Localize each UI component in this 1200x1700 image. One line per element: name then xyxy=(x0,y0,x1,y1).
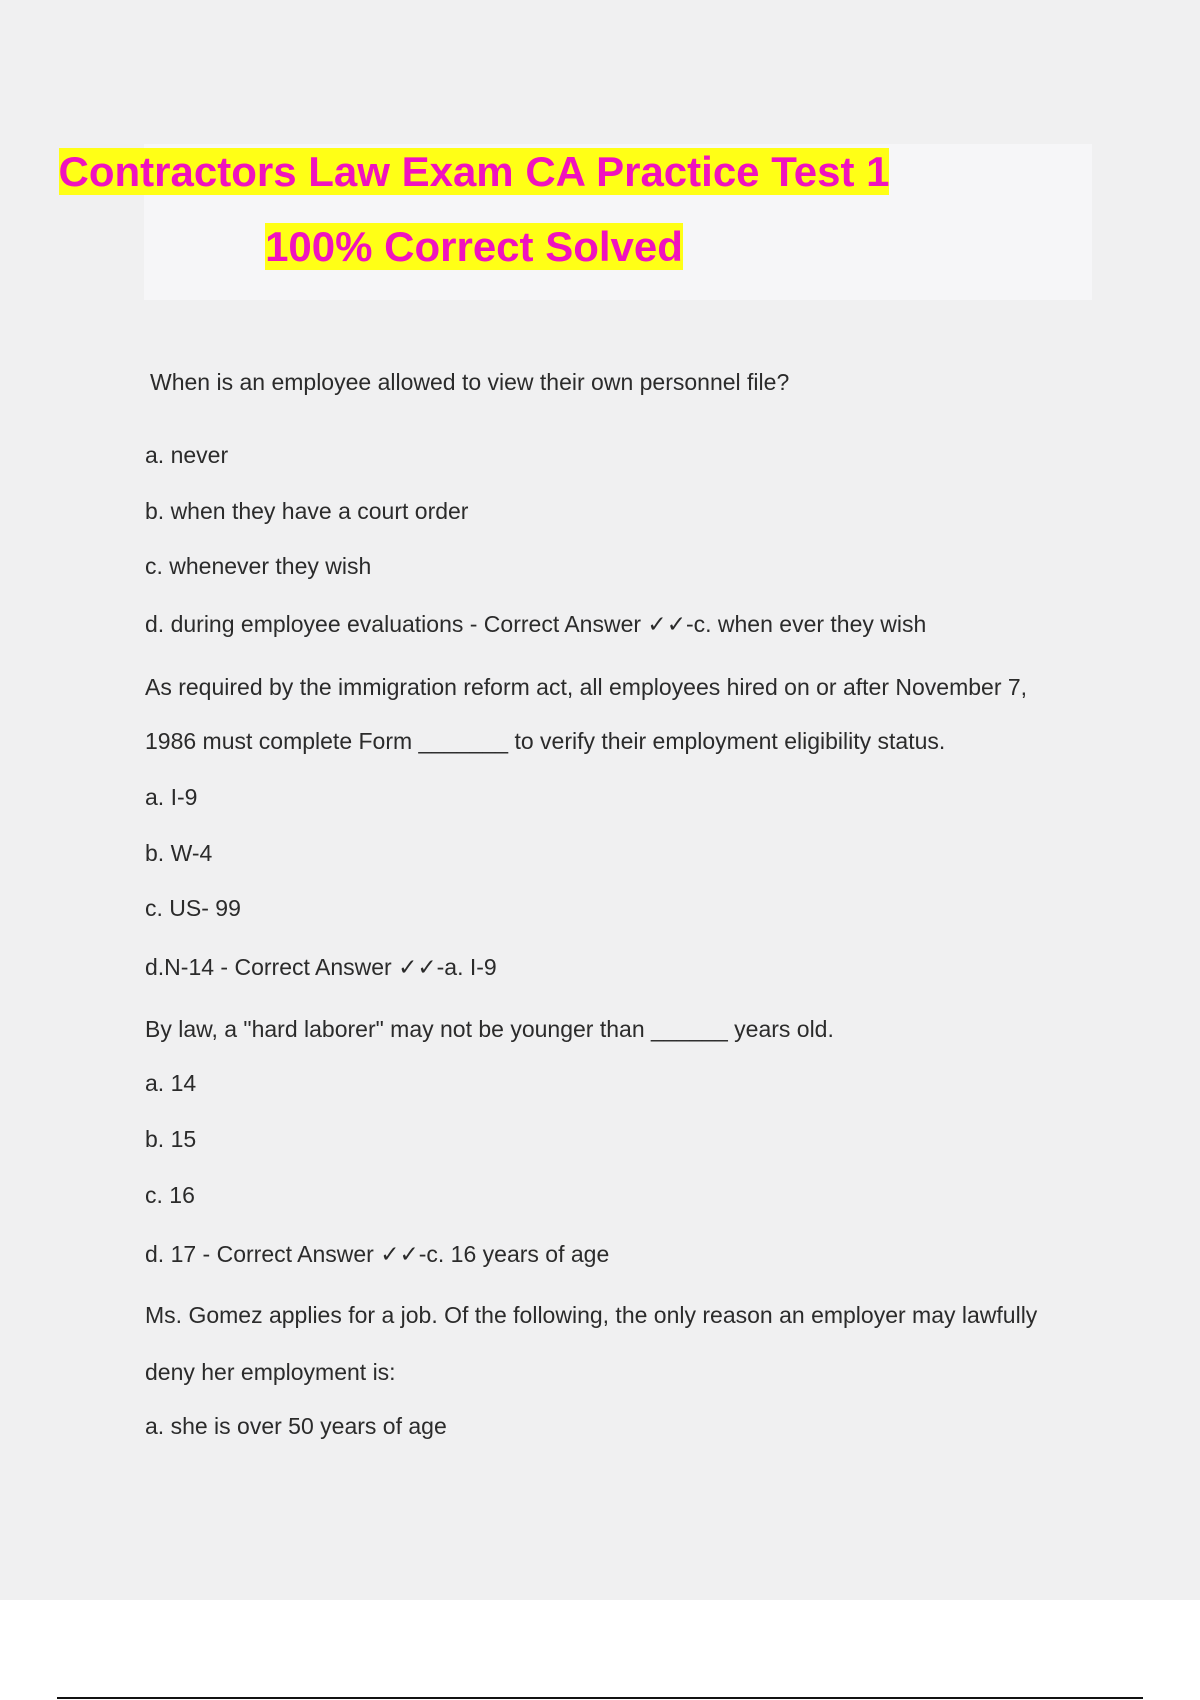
question-2-option-c: c. US- 99 xyxy=(145,895,241,921)
question-2-text-line-1: As required by the immigration reform act, all employees hired on or after November 7, xyxy=(145,674,1028,700)
question-4-text-line-1: Ms. Gomez applies for a job. Of the following, the only reason an employer may lawfully xyxy=(145,1302,1038,1328)
question-2-option-b: b. W-4 xyxy=(145,840,213,866)
question-4-text-line-2: deny her employment is: xyxy=(145,1359,396,1385)
question-2-option-a: a. I-9 xyxy=(145,784,198,810)
question-3-option-a: a. 14 xyxy=(145,1070,197,1096)
question-1-option-a: a. never xyxy=(145,442,229,468)
document-title-line-2 xyxy=(0,222,948,272)
question-1-option-b: b. when they have a court order xyxy=(145,498,469,524)
question-2-text-line-2: 1986 must complete Form _______ to verify their employment eligibility status. xyxy=(145,728,946,754)
page-divider xyxy=(57,1697,1143,1699)
question-1-option-c: c. whenever they wish xyxy=(145,553,372,579)
question-3-text: By law, a "hard laborer" may not be younger than ______ years old. xyxy=(145,1016,834,1042)
document-title-line-1 xyxy=(0,147,948,197)
question-3-option-d: d. 17 - Correct Answer ✓✓-c. 16 years of age xyxy=(145,1241,610,1267)
question-3-option-c: c. 16 xyxy=(145,1182,195,1208)
question-4-option-a: a. she is over 50 years of age xyxy=(145,1413,447,1439)
title-highlight-2: 100% Correct Solved xyxy=(265,223,683,270)
question-1-text: When is an employee allowed to view their own personnel file? xyxy=(150,369,790,395)
question-1-option-d: d. during employee evaluations - Correct Answer ✓✓-c. when ever they wish xyxy=(145,611,927,637)
question-3-option-b: b. 15 xyxy=(145,1126,197,1152)
title-highlight-1: Contractors Law Exam CA Practice Test 1 xyxy=(58,148,890,195)
question-2-option-d: d.N-14 - Correct Answer ✓✓-a. I-9 xyxy=(145,954,497,980)
